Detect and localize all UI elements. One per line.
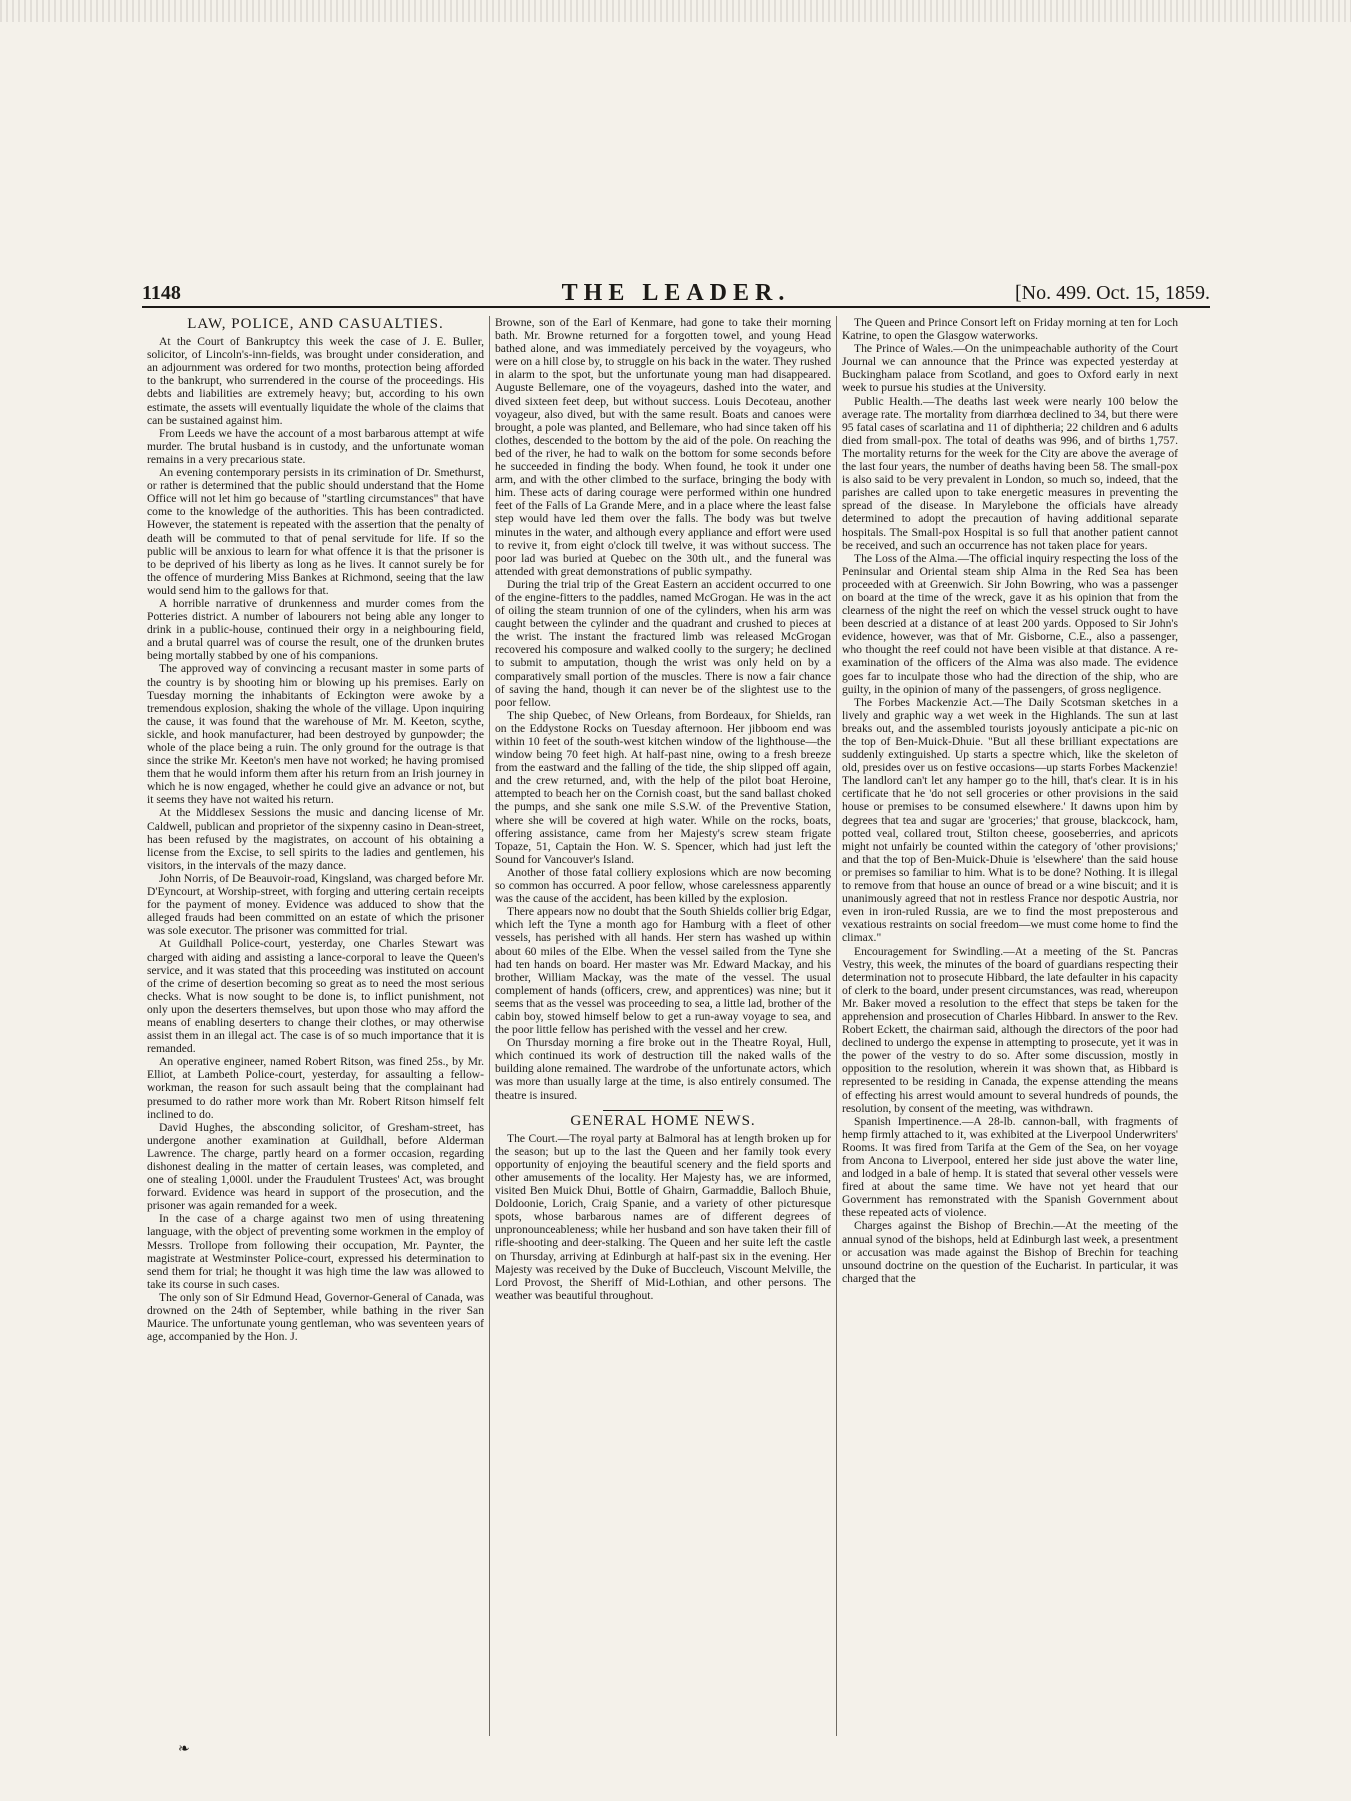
masthead [142,282,1210,308]
column-1 [142,316,489,1736]
page-number: 1148 [142,282,181,304]
paragraph: Browne, son of the Earl of Kenmare, had gone to take their morning bath. Mr. Browne returned for a forgotten towel, and young Head bathed alone, and was immediately perceived by the voyageurs, who were on a hill close by, to struggle on his back in the water. They rushed in alarm to the spot, but the unfortunate young man had disappeared. Auguste Bellemare, one of the voyageurs, dashed into the water, and dived sixteen feet deep, but without success. Louis Decoteau, another voyageur, also dived, but with the same result. Boats and canoes were brought, a pole was planted, and Bellemare, who had since taken off his clothes, descended to the bottom by the aid of the pole. On reaching the bed of the river, he had to walk on the bottom for some seconds before he succeeded in finding the body. When found, he took it under one arm, and with the other climbed to the surface, bringing the body with him. These acts of daring courage were performed within one hundred feet of the Falls of La Grande Mere, and in a place where the least false step would have led them over the falls. The body was but twelve minutes in the water, and although every appliance and effort were used to revive it, from eight o'clock till twelve, it was without success. The poor lad was buried at Quebec on the 30th ult., and the funeral was attended with great demonstrations of public sympathy. [495,316,831,578]
paragraph: There appears now no doubt that the South Shields collier brig Edgar, which left the Tyne a month ago for Hamburg with a fleet of other vessels, has perished with all hands. Her stern has washed up within about 60 miles of the Elbe. When the vessel sailed from the Tyne she had ten hands on board. Her master was Mr. Edward Mackay, and his brother, William Mackay, was the mate of the vessel. The usual complement of hands (officers, crew, and apprentices) was nine; but it seems that as the vessel was proceeding to sea, a little lad, brother of the cabin boy, stowed himself below to get a run-away voyage to sea, and the poor little fellow has perished with the vessel and her crew. [495,905,831,1037]
paragraph: The Forbes Mackenzie Act.—The Daily Scotsman sketches in a lively and graphic way a wet week in the Highlands. The sun at last breaks out, and the assembled tourists joyously anticipate a pic-nic on the top of Ben-Muick-Dhuie. "But all these brilliant expectations are suddenly extinguished. Up starts a spectre which, like the skeleton of old, presides over us on festive occasions—up starts Forbes Mackenzie! The landlord can't let any hamper go to the hill, that's clear. It is in his certificate that he 'do not sell groceries or other provisions in the said house or premises to be consumed elsewhere.' It dawns upon him by degrees that tea and sugar are 'groceries;' that grouse, blackcock, ham, potted veal, collared trout, Stilton cheese, gooseberries, and apricots might not unfairly be counted within the category of 'other provisions;' and that the top of Ben-Muick-Dhuie is 'elsewhere' than the said house or premises so familiar to him. What is to be done? Nothing. It is illegal to remove from that house an ounce of bread or a wine biscuit; and it is unanimously agreed that not in restless France nor despotic Austria, nor even in iron-ruled Russia, are we to find the most preposterous and vexatious restraints on social freedom—we must come home to find the climax." [842,695,1178,945]
column-3 [836,316,1183,1736]
paragraph: From Leeds we have the account of a most barbarous attempt at wife murder. The brutal husband is in custody, and the unfortunate woman remains in a very precarious state. [147,426,484,466]
paragraph: On Thursday morning a fire broke out in the Theatre Royal, Hull, which continued its work of destruction till the naked walls of the building alone remained. The wardrobe of the unfortunate actors, which was more than usually large at the time, is also entirely consumed. The theatre is insured. [495,1036,831,1102]
section-divider [603,1110,723,1111]
newspaper-page [142,282,1210,1752]
paragraph: The ship Quebec, of New Orleans, from Bordeaux, for Shields, ran on the Eddystone Rocks on Tuesday afternoon. Her jibboom end was within 10 feet of the south-west kitchen window of the lighthouse—the window being 70 feet high. At half-past nine, owing to a fresh breeze from the eastward and the falling of the tide, the ship slipped off again, and the crew returned, and, with the help of the pilot boat Heroine, attempted to beach her on the Cornish coast, but the sand ballast choked the pumps, and she sank one mile S.S.W. of the Preventive Station, where she will be covered at high water. While on the rocks, boats, offering assistance, came from her Majesty's screw steam frigate Topaze, 51, Captain the Hon. W. S. Spencer, which had just left the Sound for Vancouver's Island. [495,708,831,866]
paragraph: Another of those fatal colliery explosions which are now becoming so common has occurred. A poor fellow, whose carelessness apparently was the cause of the accident, has been killed by the explosion. [495,865,831,906]
column-2 [489,316,836,1736]
paragraph: The Prince of Wales.—On the unimpeachable authority of the Court Journal we can announce that the Prince was expected yesterday at Buckingham palace from Scotland, and goes to Oxford early in next week to pursue his studies at the University. [842,342,1178,395]
paper-title: THE LEADER. [561,280,791,306]
paragraph: Encouragement for Swindling.—At a meeting of the St. Pancras Vestry, this week, the minutes of the board of guardians respecting their determination not to prosecute Hibbard, the late defaulter in his capacity of clerk to the board, under present circumstances, was read, whereupon Mr. Baker moved a resolution to the effect that steps be taken for the apprehension and prosecution of Charles Hibbard. In answer to the Rev. Robert Eckett, the chairman said, although the directors of the poor had declined to undergo the expense in attempting to prosecute, yet it was in the power of the vestry to do so. After some discussion, mostly in opposition to the resolution, wherein it was shown that, as Hibbard is represented to be residing in Canada, the expense attending the means of effecting his arrest would amount to several hundreds of pounds, the resolution, by consent of the meeting, was withdrawn. [842,944,1178,1115]
paragraph: Charges against the Bishop of Brechin.—At the meeting of the annual synod of the bishops, held at Edinburgh last week, a presentment or accusation was made against the Bishop of Brechin for teaching unsound doctrine on the question of the Eucharist. In particular, it was charged that the [842,1219,1178,1285]
section-heading-law-police: LAW, POLICE, AND CASUALTIES. [187,316,444,332]
paragraph: The approved way of convincing a recusant master in some parts of the country is by shooting him or blowing up his premises. Early on Tuesday morning the inhabitants of Eckington were awoke by a tremendous explosion, shaking the whole of the village. Upon inquiring the cause, it was found that the warehouse of Mr. M. Keeton, scythe, sickle, and hook manufacturer, had been destroyed by gunpowder; the whole of the place being a ruin. The only ground for the outrage is that since the strike Mr. Keeton's men have not worked; he having promised them that he would inform them after his return from an Irish journey in which he is now engaged, whether he could give an advance or not, but it seems they have not waited his return. [147,662,484,807]
scan-margin-noise [0,0,1351,22]
paragraph: At Guildhall Police-court, yesterday, one Charles Stewart was charged with aiding and assisting a lance-corporal to leave the Queen's service, and it was stated that this proceeding was instituted on account of the crime of desertion becoming so great as to need the most serious checks. What is now sought to be done is, to inflict punishment, not only upon the deserters themselves, but upon those who may afford the means of enabling deserters to change their clothes, or may otherwise assist them in an illegal act. The case is of so much importance that it is remanded. [147,937,484,1056]
paragraph: An evening contemporary persists in its crimination of Dr. Smethurst, or rather is determined that the public should understand that the Home Office will not let him go because of "startling circumstances" that have come to the knowledge of the authorities. This has been contradicted. However, the statement is repeated with the assertion that the penalty of death will be commuted to that of penal servitude for life. If so the public will be anxious to learn for what offence it is that the prisoner is to be deprived of his liberty as long as he lives. It cannot surely be for the offence of murdering Miss Bankes at Richmond, seeing that the law would send him to the gallows for that. [147,466,484,597]
paragraph: John Norris, of De Beauvoir-road, Kingsland, was charged before Mr. D'Eyncourt, at Worship-street, with forging and uttering certain receipts for the payment of money. Evidence was adduced to show that the alleged frauds had been committed on an estate of which the prisoner was sole executor. The prisoner was committed for trial. [147,871,484,938]
paragraph: Public Health.—The deaths last week were nearly 100 below the average rate. The mortality from diarrhœa declined to 34, but there were 95 fatal cases of scarlatina and 11 of diphtheria; 22 children and 6 adults died from small-pox. The total of deaths was 996, and of births 1,757. The mortality returns for the week for the City are above the average of the last four years, the number of deaths having been 58. The small-pox is also said to be very prevalent in London, so much so, indeed, that the parishes are called upon to take energetic measures in preventing the spread of the disease. In Marylebone the officials have already determined to adopt the precaution of having additional separate hospitals. The Small-pox Hospital is so full that another patient cannot be received, and such an occurrence has not taken place for years. [842,394,1178,552]
paragraph: At the Court of Bankruptcy this week the case of J. E. Buller, solicitor, of Lincoln's-inn-fields, was brought under consideration, and an adjournment was ordered for two months, protection being afforded to the bankrupt, who surrendered in the course of the proceedings. His debts and liabilities are extremely heavy; but, according to his own estimate, the assets will eventually liquidate the whole of the claims that can be sustained against him. [147,335,484,427]
paragraph: The Court.—The royal party at Balmoral has at length broken up for the season; but up to the last the Queen and her family took every opportunity of enjoying the beautiful scenery and the field sports and other amusements of the locality. Her Majesty has, we are informed, visited Ben Muick Dhui, Bottle of Ghairn, Garmaddie, Balloch Bhuie, Doldoonie, Lorich, Craig Spanie, and a variety of other picturesque spots, whose barbarous names are of different degrees of unpronounceableness; while her husband and son have taken their fill of rifle-shooting and deer-stalking. The Queen and her suite left the castle on Thursday, arriving at Edinburgh at half-past six in the evening. Her Majesty was received by the Duke of Buccleuch, Viscount Melville, the Lord Provost, the Sheriff of Mid-Lothian, and other persons. The weather was beautiful throughout. [495,1131,831,1302]
paragraph: Spanish Impertinence.—A 28-lb. cannon-ball, with fragments of hemp firmly attached to it, was exhibited at the Liverpool Underwriters' Rooms. It was fired from Tarifa at the Gem of the Sea, on her voyage from Ancona to Liverpool, entered her side just above the water line, and lodged in a bale of hemp. It is stated that several other vessels were fired at about the same time. We have not yet heard that our Government has remonstrated with the Spanish Government about these repeated acts of violence. [842,1114,1178,1220]
paragraph: The only son of Sir Edmund Head, Governor-General of Canada, was drowned on the 24th of September, while bathing in the river San Maurice. The unfortunate young gentleman, who was seventeen years of age, accompanied by the Hon. J. [147,1290,484,1344]
paragraph: An operative engineer, named Robert Ritson, was fined 25s., by Mr. Elliot, at Lambeth Police-court, yesterday, for assaulting a fellow-workman, the reason for such assault being that the complainant had presumed to do rather more work than Mr. Robert Ritson himself felt inclined to do. [147,1055,484,1121]
ink-mark-icon: ❧ [178,1742,190,1757]
paragraph: The Queen and Prince Consort left on Friday morning at ten for Loch Katrine, to open the Glasgow waterworks. [842,316,1178,343]
paragraph: David Hughes, the absconding solicitor, of Gresham-street, has undergone another examination at Guildhall, before Alderman Lawrence. The charge, partly heard on a former occasion, regarding dishonest dealing in the matter of certain leases, was completed, and one of stealing 1,000l. under the Fraudulent Trustees' Act, was brought forward. Evidence was heard in support of the prosecution, and the prisoner was again remanded for a week. [147,1120,484,1213]
paragraph: In the case of a charge against two men of using threatening language, with the object of preventing some workmen in the employ of Messrs. Trollope from following their occupation, Mr. Paynter, the magistrate at Westminster Police-court, expressed his determination to send them for trial; he thought it was high time the law was allowed to take its course in such cases. [147,1212,484,1291]
issue-date: [No. 499. Oct. 15, 1859. [1015,282,1210,304]
article-columns [142,316,1210,1736]
paragraph: A horrible narrative of drunkenness and murder comes from the Potteries district. A number of labourers not being able any longer to drink in a public-house, continued their orgy in a neighbouring field, and a brutal quarrel was of course the result, one of the drunken brutes being mortally stabbed by one of his companions. [147,596,484,663]
section-heading-general-home-news: GENERAL HOME NEWS. [570,1112,756,1129]
paragraph: The Loss of the Alma.—The official inquiry respecting the loss of the Peninsular and Oriental steam ship Alma in the Red Sea has been proceeded with at Greenwich. Sir John Bowring, who was a passenger on board at the time of the wreck, gave it as his opinion that from the clearness of the night the reef on which the vessel struck ought to have been descried at a distance of at least 200 yards. Opposed to Sir John's evidence, however, was that of Mr. Gisborne, C.E., also a passenger, who thought the reef could not have been visible at that distance. A re-examination of the officers of the Alma was also made. The evidence goes far to inculpate those who had the direction of the ship, who are guilty, in the opinion of many of the passengers, of gross negligence. [842,551,1178,696]
paragraph: At the Middlesex Sessions the music and dancing license of Mr. Caldwell, publican and proprietor of the sixpenny casino in Dean-street, has been refused by the magistrates, on account of his obtaining a license from the Excise, to sell spirits to the ladies and gentlemen, his visitors, in the intervals of the mazy dance. [147,806,484,872]
paragraph: During the trial trip of the Great Eastern an accident occurred to one of the engine-fitters to the paddles, named McGrogan. He was in the act of oiling the steam trunnion of one of the cylinders, when his arm was caught between the cylinder and the quadrant and crushed to pieces at the wrist. The instant the fractured limb was released McGrogan recovered his composure and walked coolly to the surgery; he declined to submit to amputation, though the wrist was only held on by a comparatively small portion of the muscles. There is now a fair chance of saving the hand, though it can never be of the slightest use to the poor fellow. [495,577,831,709]
